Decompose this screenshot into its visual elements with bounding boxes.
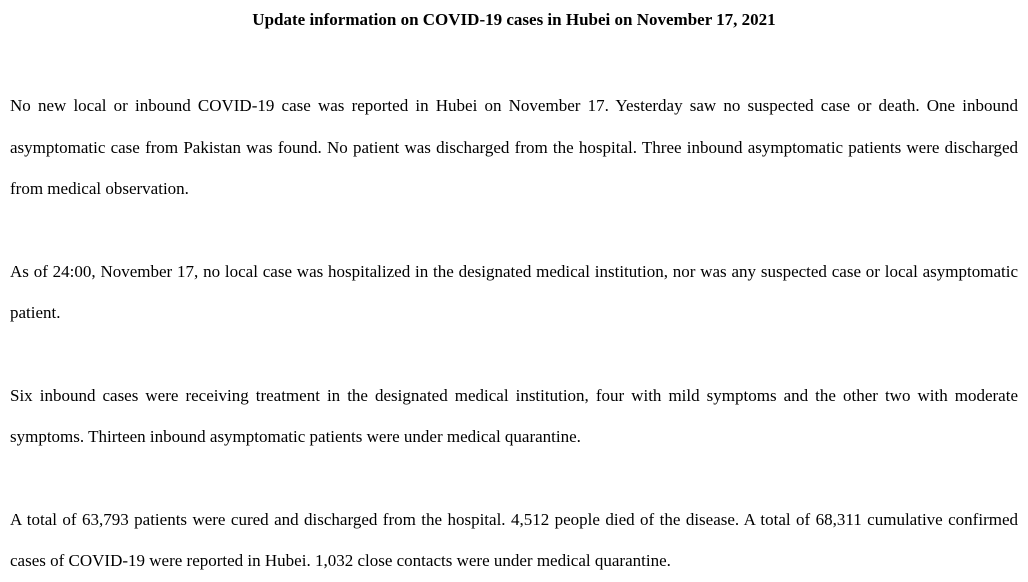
paragraph-new-cases: No new local or inbound COVID-19 case was reported in Hubei on November 17. Yesterday saw no suspected case or death. One inbound asymptomatic case from Pakistan was found. No patient was discharged from the hospital. Three inbound asymptomatic patients were discharged from medical observation. (10, 96, 1018, 198)
paragraph-cumulative-totals: A total of 63,793 patients were cured and discharged from the hospital. 4,512 people died of the disease. A total of 68,311 cumulative confirmed cases of COVID-19 were reported in Hubei. 1,032 close contacts were under medical quarantine. (10, 509, 1018, 570)
paragraph-inbound-treatment: Six inbound cases were receiving treatment in the designated medical institution, four with mild symptoms and the other two with moderate symptoms. Thirteen inbound asymptomatic patients were under medical quarantine. (10, 385, 1018, 446)
document-title: Update information on COVID-19 cases in Hubei on November 17, 2021 (252, 10, 776, 29)
paragraph-hospitalized-status: As of 24:00, November 17, no local case was hospitalized in the designated medical institution, nor was any suspected case or local asymptomatic patient. (10, 261, 1018, 322)
